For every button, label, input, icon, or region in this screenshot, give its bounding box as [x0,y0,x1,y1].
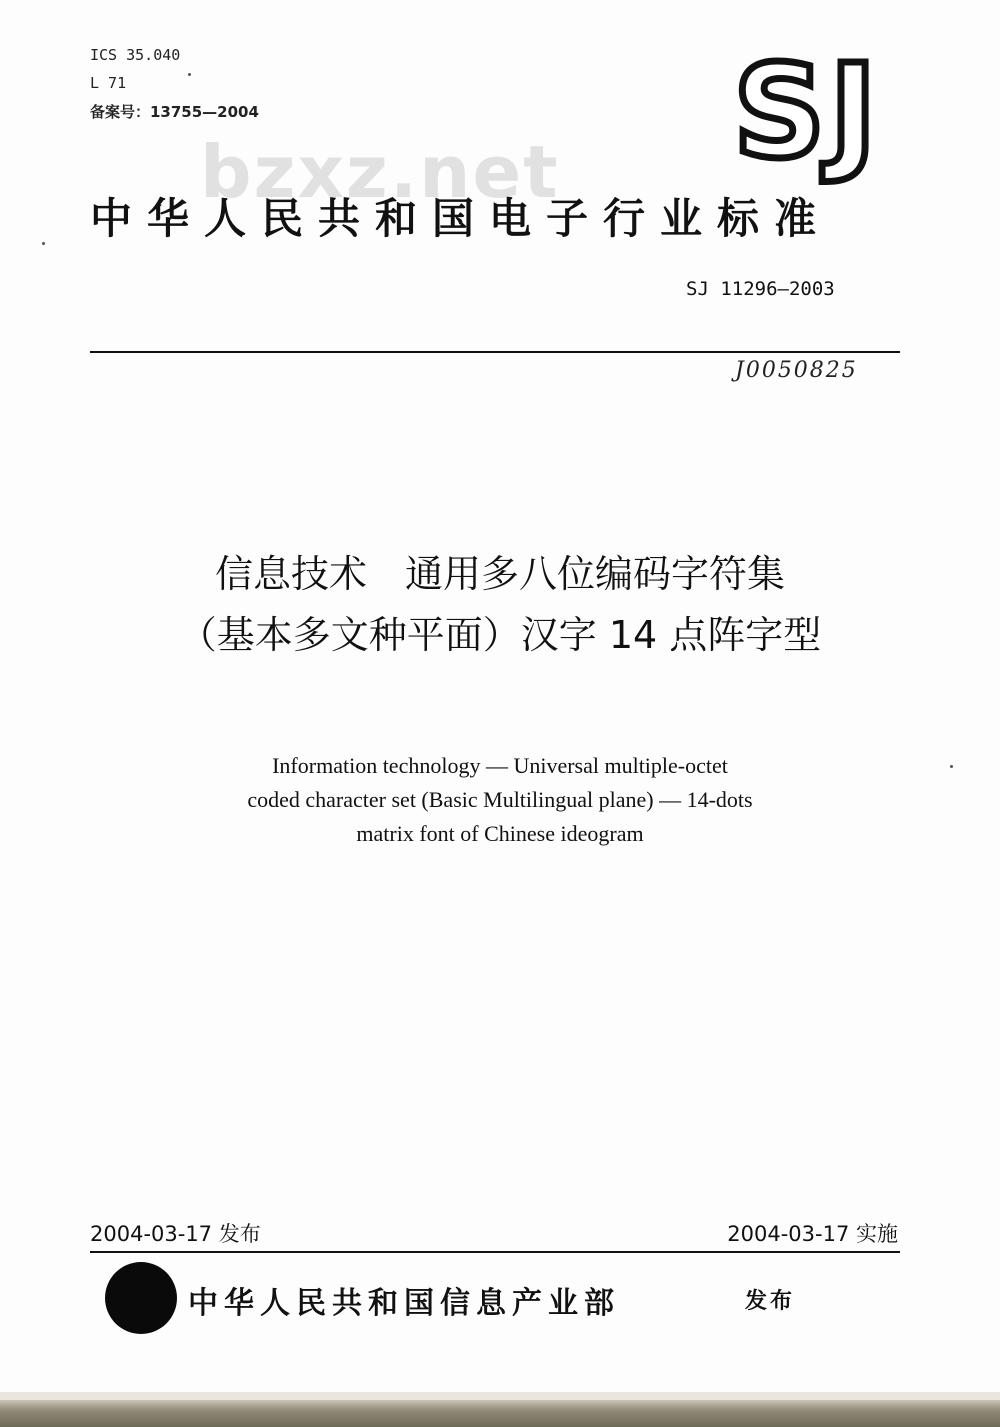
watermark: bzxz.net [200,130,560,214]
issuing-authority: 中华人民共和国信息产业部 [188,1286,620,1321]
ccs-code: L 71 [90,74,127,92]
emblem-icon [105,1262,177,1334]
english-title-line-1: Information technology — Universal multiple-octet [272,753,728,778]
issuing-authority-suffix: 发布 [745,1289,796,1314]
header-divider [90,351,900,353]
implementation-date: 2004-03-17 实施 [727,1222,898,1246]
sj-logo [722,37,892,187]
scan-speck [188,73,191,76]
chinese-title-line-2: （基本多文种平面）汉字 14 点阵字型 [178,613,822,657]
handwritten-number: J0050825 [735,358,858,383]
ics-code: ICS 35.040 [90,46,181,64]
filing-number: 备案号：13755—2004 [90,103,259,121]
scan-speck [950,765,953,768]
english-title-line-3: matrix font of Chinese ideogram [356,821,644,846]
standard-category-title: 中华人民共和国电子行业标准 [90,194,832,243]
chinese-title-line-1: 信息技术 通用多八位编码字符集 [214,552,785,596]
sj-logo-text: SJ [733,37,881,187]
footer-divider [90,1251,900,1253]
scan-background-strip [0,1400,1000,1427]
english-title-line-2: coded character set (Basic Multilingual plane) — 14-dots [247,787,753,812]
scan-edge [0,1392,1000,1400]
standard-code: SJ 11296—2003 [686,278,835,300]
scan-speck [42,242,45,245]
issue-date: 2004-03-17 发布 [90,1222,261,1246]
